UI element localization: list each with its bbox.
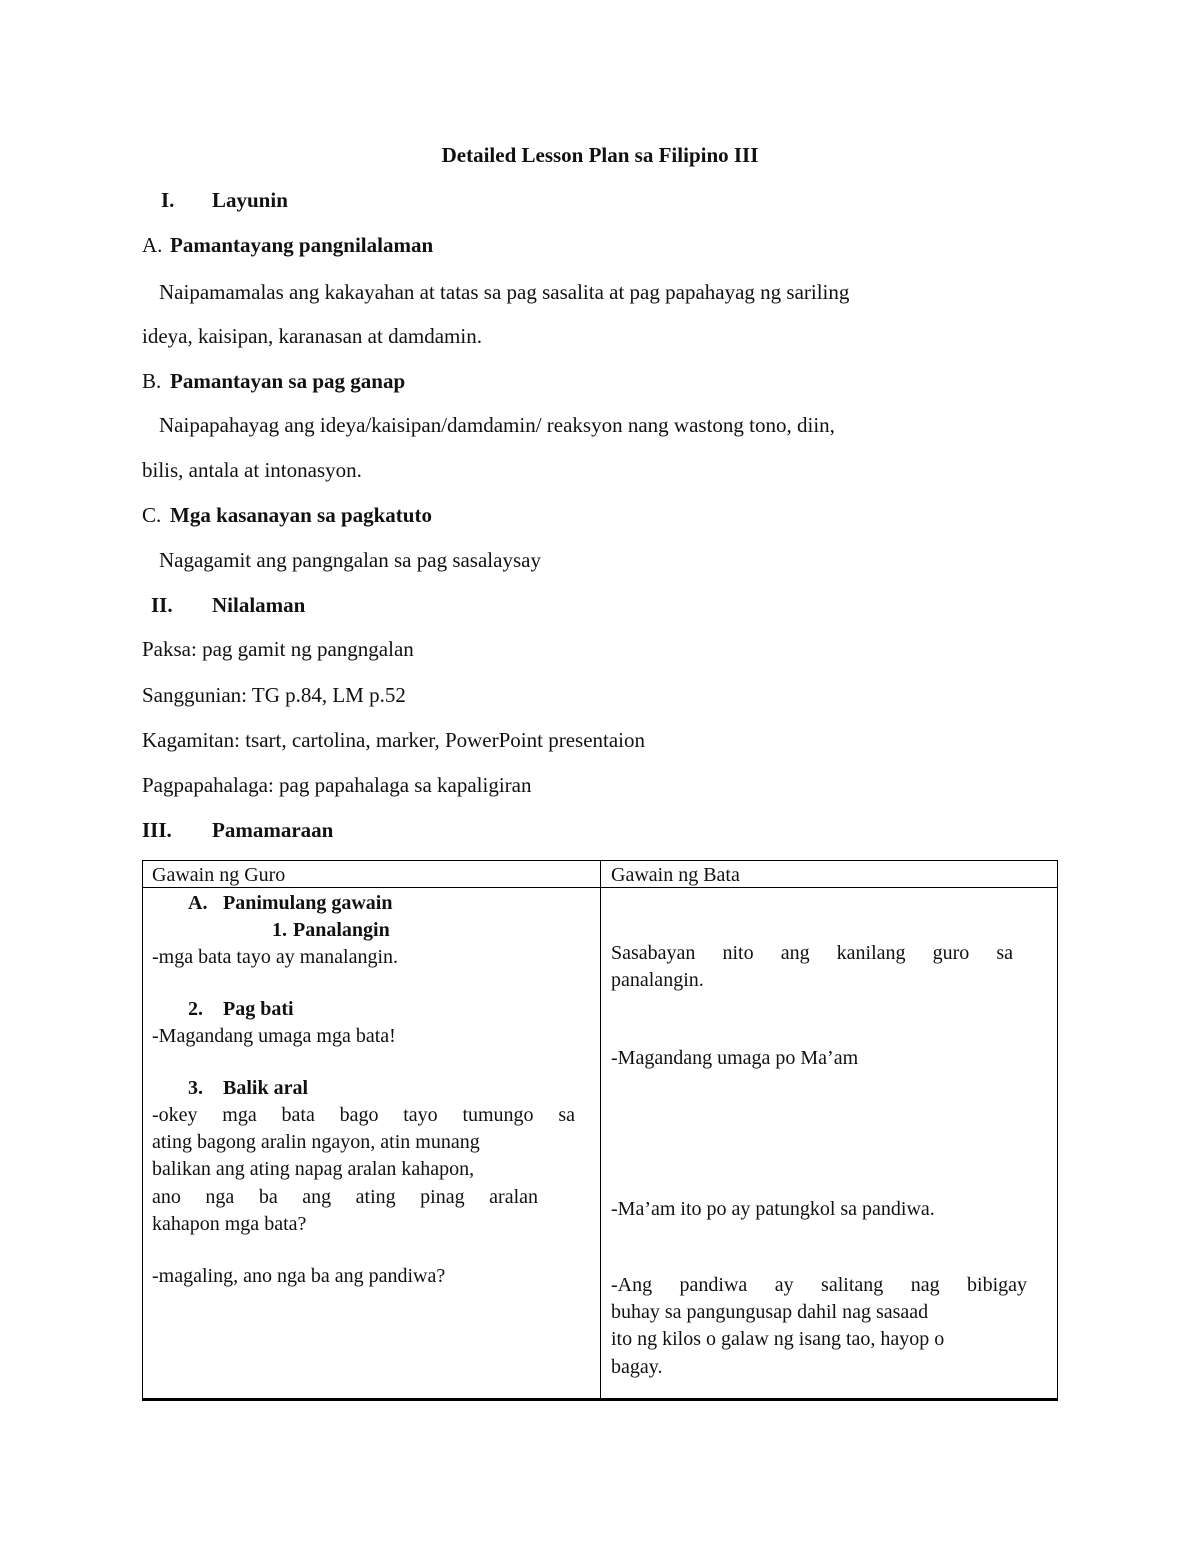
section-number: I. [161, 188, 175, 212]
section-number: III. [142, 818, 172, 842]
subsection-heading-c: Mga kasanayan sa pagkatuto [170, 503, 432, 527]
teacher-line: ating bagong aralin ngayon, atin munang [152, 1131, 480, 1153]
student-line: -Magandang umaga po Ma’am [611, 1047, 859, 1069]
content-paksa: Paksa: pag gamit ng pangngalan [142, 637, 414, 661]
teacher-line: -okey mga bata bago tayo tumungo sa [152, 1104, 575, 1126]
content-sanggunian: Sanggunian: TG p.84, LM p.52 [142, 683, 406, 707]
subsection-letter: C. [142, 503, 162, 527]
student-line: bagay. [611, 1356, 663, 1378]
student-line: panalangin. [611, 969, 704, 991]
list-number: 1. [272, 919, 287, 941]
section-heading-pamamaraan: Pamamaraan [212, 818, 334, 842]
paragraph-line: Naipapahayag ang ideya/kaisipan/damdamin/ reaksyon nang wastong tono, diin, [159, 413, 835, 437]
pag-bati-heading: Pag bati [223, 998, 294, 1020]
table-column-divider [600, 860, 601, 1401]
section-number: II. [151, 593, 173, 617]
teacher-line: -Magandang umaga mga bata! [152, 1025, 396, 1047]
teacher-line: ano nga ba ang ating pinag aralan [152, 1186, 538, 1208]
content-pagpapahalaga: Pagpapahalaga: pag papahalaga sa kapaligiran [142, 773, 532, 797]
panalangin-heading: Panalangin [293, 919, 390, 941]
list-number: 2. [188, 998, 203, 1020]
paragraph-line: ideya, kaisipan, karanasan at damdamin. [142, 324, 482, 348]
teacher-line: -mga bata tayo ay manalangin. [152, 946, 399, 968]
student-line: -Ang pandiwa ay salitang nag bibigay [611, 1274, 1027, 1296]
paragraph-line: Nagagamit ang pangngalan sa pag sasalaysay [159, 548, 541, 572]
content-kagamitan: Kagamitan: tsart, cartolina, marker, PowerPoint presentaion [142, 728, 646, 752]
list-letter: A. [188, 892, 208, 914]
paragraph-line: bilis, antala at intonasyon. [142, 458, 362, 482]
panimulang-gawain-heading: Panimulang gawain [223, 892, 393, 914]
subsection-letter: B. [142, 369, 162, 393]
balik-aral-heading: Balik aral [223, 1077, 309, 1099]
teacher-line: balikan ang ating napag aralan kahapon, [152, 1158, 475, 1180]
student-line: -Ma’am ito po ay patungkol sa pandiwa. [611, 1198, 935, 1220]
subsection-heading-b: Pamantayan sa pag ganap [170, 369, 406, 393]
section-heading-layunin: Layunin [212, 188, 288, 212]
teacher-line: kahapon mga bata? [152, 1213, 307, 1235]
student-line: buhay sa pangungusap dahil nag sasaad [611, 1301, 929, 1323]
table-header-guro: Gawain ng Guro [152, 864, 286, 886]
teacher-line: -magaling, ano nga ba ang pandiwa? [152, 1265, 446, 1287]
student-line: Sasabayan nito ang kanilang guro sa [611, 942, 1013, 964]
document-title: Detailed Lesson Plan sa Filipino III [441, 143, 759, 167]
table-header-bata: Gawain ng Bata [611, 864, 740, 886]
paragraph-line: Naipamamalas ang kakayahan at tatas sa pag sasalita at pag papahayag ng sariling [159, 280, 850, 304]
student-line: ito ng kilos o galaw ng isang tao, hayop o [611, 1328, 945, 1350]
subsection-letter: A. [142, 233, 163, 257]
section-heading-nilalaman: Nilalaman [212, 593, 306, 617]
list-number: 3. [188, 1077, 203, 1099]
subsection-heading-a: Pamantayang pangnilalaman [170, 233, 434, 257]
